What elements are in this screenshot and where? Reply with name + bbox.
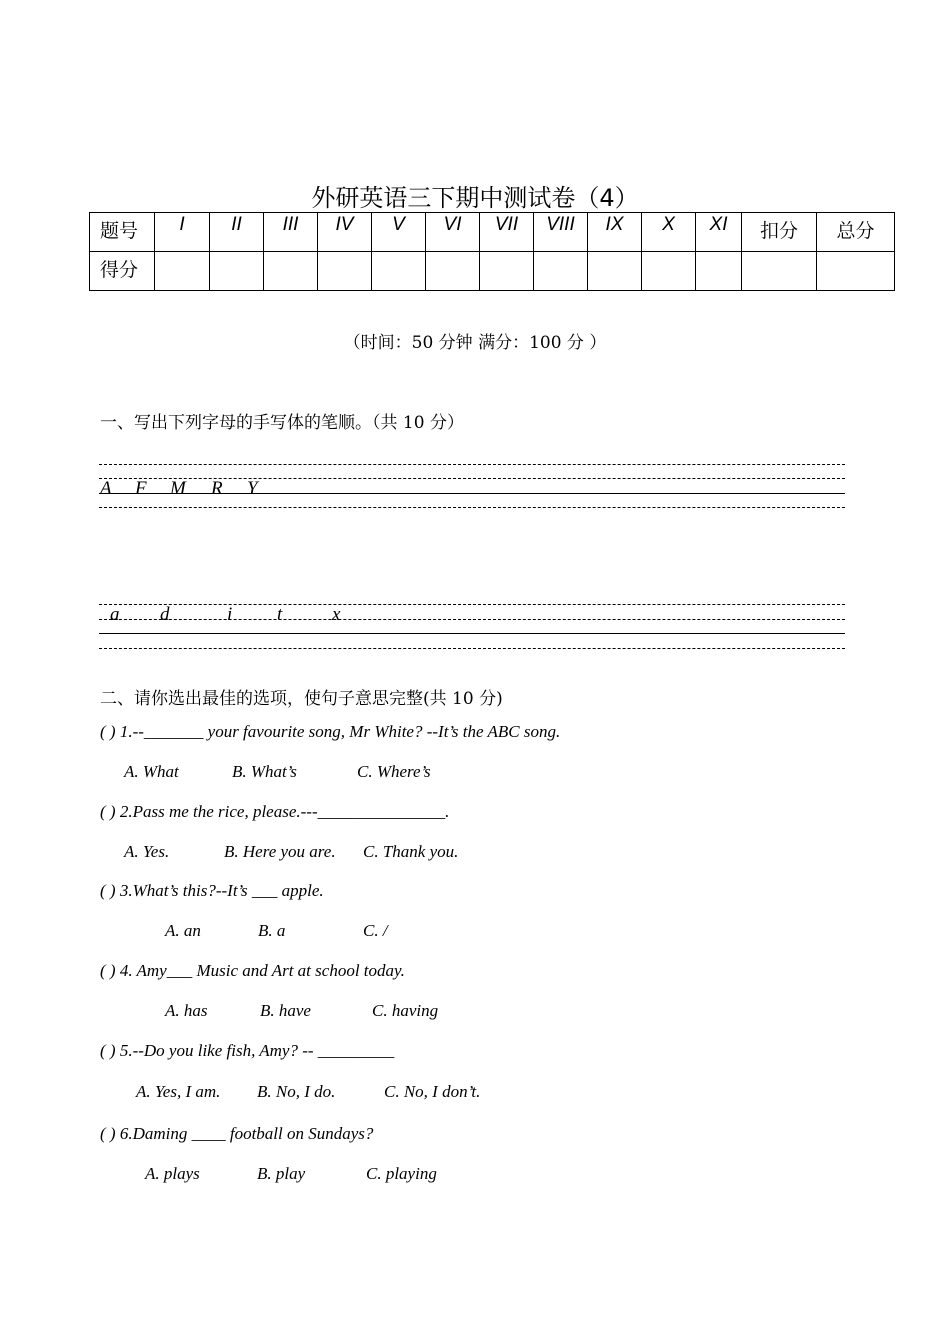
uppercase-letter: R xyxy=(211,478,223,499)
col-numeral: X xyxy=(642,213,696,252)
time-info: （时间：50 分钟 满分：100 分 ） xyxy=(343,333,607,353)
guide-line-dashed xyxy=(99,619,845,620)
option[interactable]: B. a xyxy=(258,921,286,940)
uppercase-letter: F xyxy=(135,478,147,499)
question-stem: ( ) 3.What’s this?--It’s ___ apple. xyxy=(100,881,324,900)
score-cell[interactable] xyxy=(817,252,895,291)
page-title: 外研英语三下期中测试卷（4） xyxy=(311,184,639,212)
guide-line-dashed xyxy=(99,507,845,508)
question-stem: ( ) 5.--Do you like fish, Amy? -- _________ xyxy=(100,1041,395,1060)
col-numeral: VI xyxy=(426,213,480,252)
guide-line-dashed xyxy=(99,604,845,605)
question-stem: ( ) 2.Pass me the rice, please.---_______________. xyxy=(100,802,450,821)
question-stem: ( ) 6.Daming ____ football on Sundays? xyxy=(100,1124,374,1143)
question-stem: ( ) 4. Amy___ Music and Art at school today. xyxy=(100,961,405,980)
col-numeral: VII xyxy=(480,213,534,252)
col-numeral: V xyxy=(372,213,426,252)
score-cell[interactable] xyxy=(210,252,264,291)
score-cell[interactable] xyxy=(696,252,742,291)
question-stem: ( ) 1.--_______ your favourite song, Mr White? --It’s the ABC song. xyxy=(100,722,561,741)
col-numeral: XI xyxy=(696,213,742,252)
row-label-number: 题号 xyxy=(90,213,155,252)
lowercase-letter: i xyxy=(227,604,233,625)
col-numeral: IX xyxy=(588,213,642,252)
option[interactable]: C. playing xyxy=(366,1164,437,1183)
score-cell[interactable] xyxy=(742,252,817,291)
guide-line-dashed xyxy=(99,464,845,465)
option[interactable]: B. play xyxy=(257,1164,306,1183)
option[interactable]: C. having xyxy=(372,1001,439,1020)
section1-heading: 一、写出下列字母的手写体的笔顺。（共 10 分） xyxy=(100,413,464,433)
option[interactable]: C. No, I don’t. xyxy=(384,1082,481,1101)
option[interactable]: A. has xyxy=(165,1001,208,1020)
score-table-header-row xyxy=(90,213,895,252)
col-numeral: III xyxy=(264,213,318,252)
col-deduct: 扣分 xyxy=(742,213,817,252)
option[interactable]: B. Here you are. xyxy=(224,842,336,861)
col-numeral: II xyxy=(210,213,264,252)
col-numeral: IV xyxy=(318,213,372,252)
option[interactable]: A. Yes, I am. xyxy=(136,1082,221,1101)
score-cell[interactable] xyxy=(480,252,534,291)
score-cell[interactable] xyxy=(642,252,696,291)
option[interactable]: C. Where’s xyxy=(357,762,431,781)
section2-heading: 二、请你选出最佳的选项，使句子意思完整(共 10 分) xyxy=(100,689,503,709)
score-cell[interactable] xyxy=(534,252,588,291)
option[interactable]: C. / xyxy=(363,921,388,940)
score-table xyxy=(89,212,895,291)
lowercase-letter: d xyxy=(160,604,170,625)
guide-line-dashed xyxy=(99,648,845,649)
lowercase-letter: x xyxy=(332,604,341,625)
row-label-score: 得分 xyxy=(90,252,155,291)
col-numeral: VIII xyxy=(534,213,588,252)
col-numeral: I xyxy=(155,213,210,252)
option[interactable]: B. No, I do. xyxy=(257,1082,336,1101)
guide-line-solid xyxy=(99,633,845,634)
score-cell[interactable] xyxy=(372,252,426,291)
option[interactable]: C. Thank you. xyxy=(363,842,459,861)
lowercase-letter: a xyxy=(110,604,120,625)
score-cell[interactable] xyxy=(264,252,318,291)
score-cell[interactable] xyxy=(318,252,372,291)
option[interactable]: A. an xyxy=(165,921,201,940)
lowercase-letter: t xyxy=(277,604,283,625)
option[interactable]: B. What’s xyxy=(232,762,297,781)
col-total: 总分 xyxy=(817,213,895,252)
uppercase-letter: A xyxy=(100,478,112,499)
uppercase-letter: M xyxy=(170,478,186,499)
option[interactable]: A. What xyxy=(124,762,179,781)
uppercase-letter: Y xyxy=(247,478,258,499)
score-table-score-row xyxy=(90,252,895,291)
score-cell[interactable] xyxy=(155,252,210,291)
option[interactable]: A. plays xyxy=(145,1164,200,1183)
option[interactable]: B. have xyxy=(260,1001,311,1020)
score-cell[interactable] xyxy=(588,252,642,291)
score-cell[interactable] xyxy=(426,252,480,291)
option[interactable]: A. Yes. xyxy=(124,842,170,861)
